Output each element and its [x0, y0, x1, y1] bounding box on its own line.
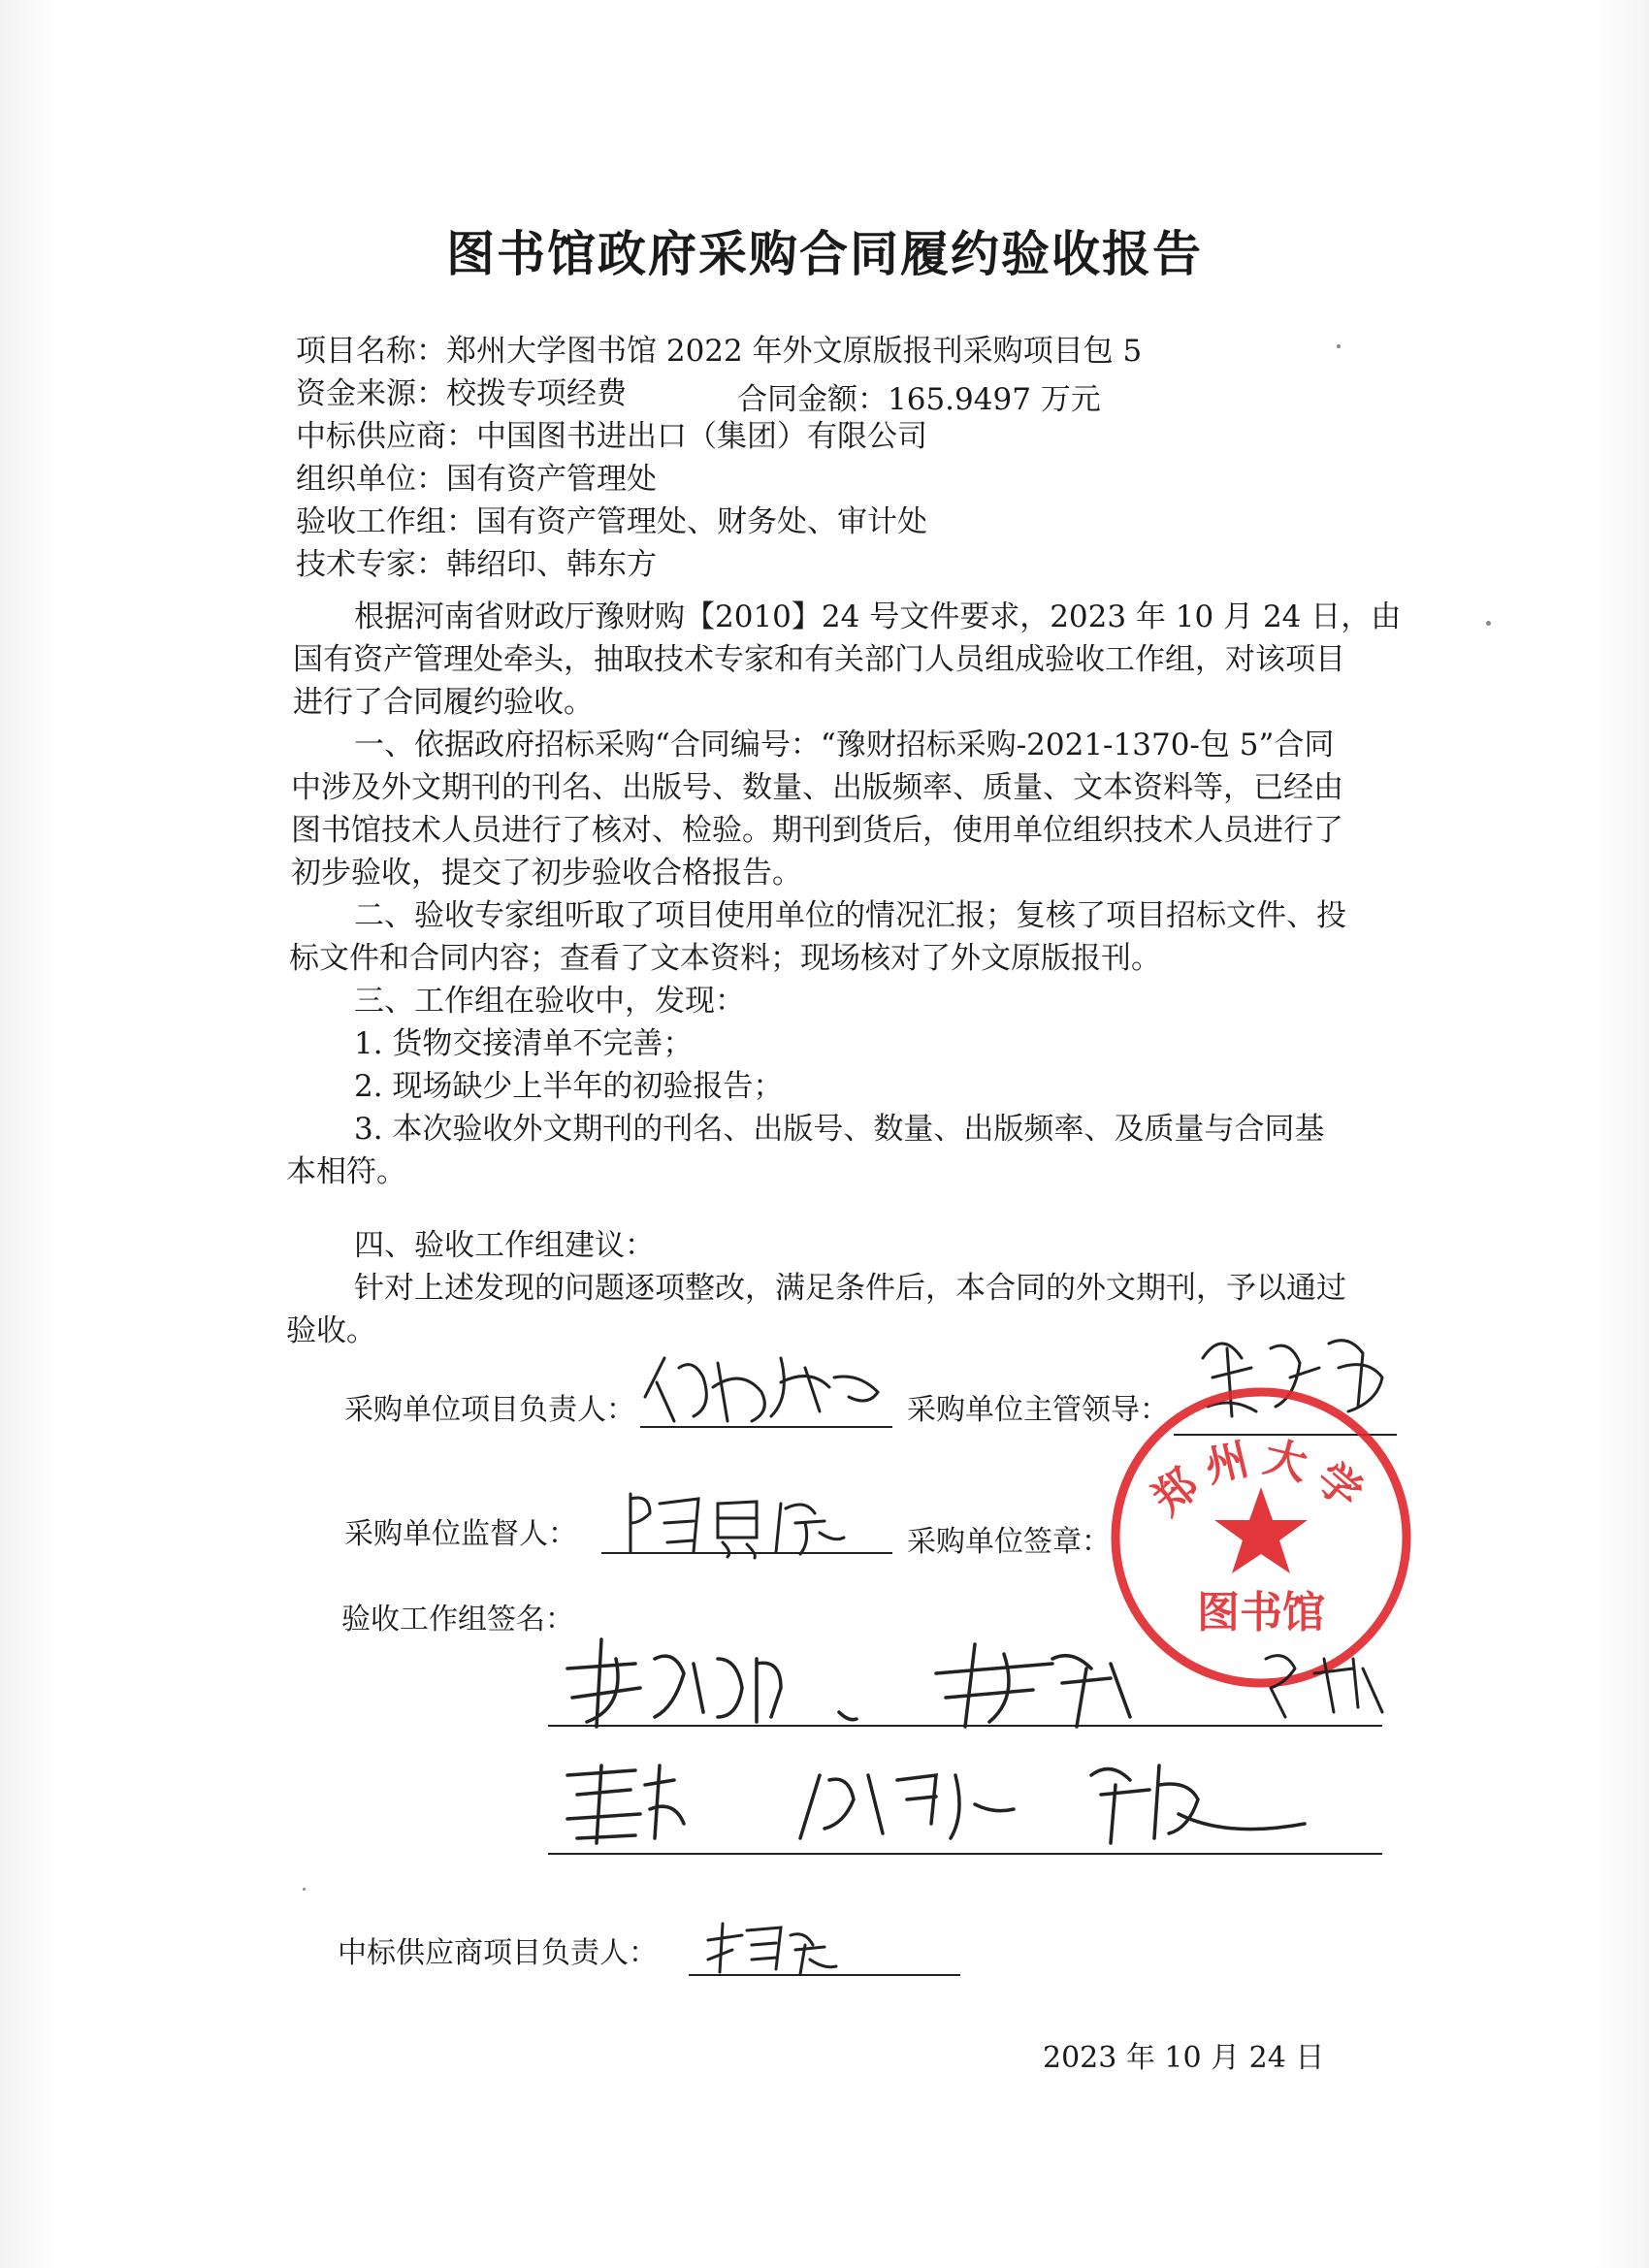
scan-speck — [1486, 621, 1491, 626]
field-working-group: 验收工作组：国有资产管理处、财务处、审计处 — [296, 504, 927, 539]
section3-item-2: 2. 现场缺少上半年的初验报告； — [354, 1069, 784, 1104]
group-signature-row-1 — [548, 1630, 1402, 1736]
field-project-name: 项目名称：郑州大学图书馆 2022 年外文原版报刊采购项目包 5 — [296, 334, 1143, 369]
monitor-label: 采购单位监督人： — [344, 1517, 577, 1551]
unit-seal-label: 采购单位签章： — [907, 1525, 1111, 1559]
section1-line-1: 一、依据政府招标采购“合同编号：“豫财招标采购-2021-1370-包 5”合同 — [354, 728, 1335, 762]
group-signature-row-2 — [548, 1746, 1324, 1858]
intro-line-3: 进行了合同履约验收。 — [293, 685, 594, 720]
document-date: 2023 年 10 月 24 日 — [1043, 2041, 1325, 2075]
field-supplier: 中标供应商：中国图书进出口（集团）有限公司 — [296, 419, 927, 454]
scan-speck — [303, 1888, 306, 1891]
section2-line-1: 二、验收专家组听取了项目使用单位的情况汇报；复核了项目招标文件、投 — [354, 898, 1346, 933]
intro-line-2: 国有资产管理处牵头，抽取技术专家和有关部门人员组成验收工作组，对该项目 — [293, 642, 1345, 677]
stamp-top-text: 郑州大学 — [1143, 1432, 1379, 1525]
field-experts: 技术专家：韩绍印、韩东方 — [296, 547, 657, 582]
field-contract-amount: 合同金额：165.9497 万元 — [737, 382, 1101, 417]
section1-line-2: 中涉及外文期刊的刊名、出版号、数量、出版频率、质量、文本资料等，已经由 — [291, 770, 1343, 805]
field-organizer: 组织单位：国有资产管理处 — [296, 462, 657, 497]
field-fund-source: 资金来源：校拨专项经费 — [296, 376, 627, 411]
project-leader-label: 采购单位项目负责人： — [344, 1393, 635, 1427]
section4-line-1: 针对上述发现的问题逐项整改，满足条件后，本合同的外文期刊，予以通过 — [354, 1271, 1346, 1306]
section1-line-4: 初步验收，提交了初步验收合格报告。 — [291, 856, 802, 891]
supplier-leader-signature — [698, 1916, 844, 1979]
group-sign-label: 验收工作组签名： — [341, 1603, 574, 1636]
intro-line-1: 根据河南省财政厅豫财购【2010】24 号文件要求，2023 年 10 月 24 日，由 — [354, 599, 1402, 634]
stamp-bottom-text: 图书馆 — [1197, 1588, 1325, 1637]
supplier-leader-label: 中标供应商项目负责人： — [338, 1936, 658, 1970]
document-title: 图书馆政府采购合同履约验收报告 — [446, 226, 1203, 282]
section3-item-4: 本相符。 — [286, 1154, 406, 1189]
section4-line-2: 验收。 — [286, 1313, 376, 1348]
scan-speck — [1337, 344, 1341, 348]
supervisor-leader-label: 采购单位主管领导： — [907, 1393, 1169, 1427]
section3-item-1: 1. 货物交接清单不完善； — [354, 1026, 694, 1061]
monitor-signature — [611, 1484, 863, 1562]
section3-item-3: 3. 本次验收外文期刊的刊名、出版号、数量、出版频率、及质量与合同基 — [354, 1112, 1325, 1147]
section3-heading: 三、工作组在验收中，发现： — [354, 984, 745, 1019]
project-leader-signature — [635, 1339, 897, 1436]
section2-line-2: 标文件和合同内容；查看了文本资料；现场核对了外文原版报刊。 — [289, 941, 1161, 976]
section4-heading: 四、验收工作组建议： — [354, 1228, 655, 1263]
section1-line-3: 图书馆技术人员进行了核对、检验。期刊到货后，使用单位组织技术人员进行了 — [291, 813, 1343, 848]
